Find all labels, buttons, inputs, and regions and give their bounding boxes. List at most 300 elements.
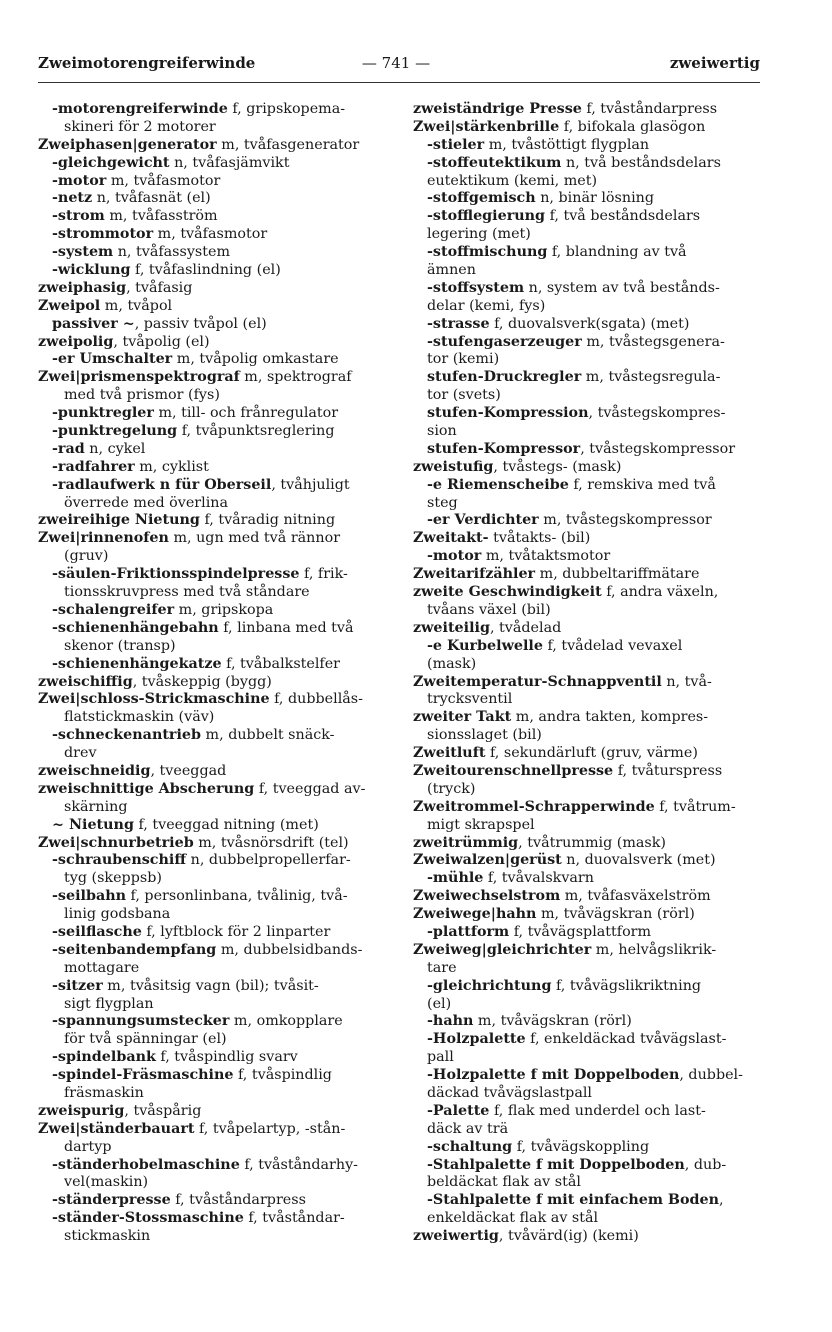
entry-line — [38, 495, 398, 513]
entry-definition: m, tvåfasmotor — [153, 226, 268, 243]
entry-line — [38, 280, 398, 298]
entry-line — [38, 1192, 398, 1210]
entry-definition: f, flak med underdel och last- — [489, 1102, 706, 1119]
entry-definition: överrede med överlina — [64, 494, 229, 511]
entry-definition: m, tvåvägskran (rörl) — [536, 906, 695, 923]
entry-definition: f, gripskopema- — [227, 101, 346, 117]
entry-term: Zweitarifzähler — [413, 566, 536, 583]
entry-line — [38, 674, 398, 692]
entry-line — [38, 208, 398, 226]
entry-term: Zwei|rinnenofen — [38, 530, 169, 547]
entry-definition: m, tvåstegskompressor — [538, 512, 712, 529]
entry-definition: m, omkopplare — [229, 1013, 343, 1030]
entry-line — [38, 173, 398, 191]
entry-definition: sion — [427, 423, 457, 440]
entry-definition: mottagare — [64, 959, 140, 976]
entry-definition: , tvådelad — [489, 619, 562, 636]
entry-term: zweischneidig — [38, 762, 151, 779]
entry-definition: m, gripskopa — [174, 601, 274, 618]
entry-line — [413, 441, 773, 459]
entry-term: Zweiphasen|generator — [38, 136, 217, 153]
entry-line — [413, 405, 773, 423]
entry-definition: f, frik- — [299, 566, 348, 583]
entry-line — [413, 495, 773, 513]
entry-line — [38, 1121, 398, 1139]
entry-term: Zwei|schnurbetrieb — [38, 834, 194, 851]
entry-term: -gleichrichtung — [427, 977, 552, 994]
entry-term: -ständerhobelmaschine — [52, 1156, 240, 1173]
entry-line — [413, 316, 773, 334]
entry-definition: f, enkeldäckad tvåvägslast- — [525, 1031, 727, 1048]
entry-line — [413, 674, 773, 692]
entry-line — [38, 584, 398, 602]
entry-line — [413, 244, 773, 262]
entry-definition: m, tvåtaktsmotor — [481, 548, 611, 565]
entry-line — [413, 978, 773, 996]
entry-line — [413, 620, 773, 638]
entry-definition: (gruv) — [64, 548, 109, 565]
entry-term: -wicklung — [52, 262, 131, 279]
entry-term: -hahn — [427, 1013, 474, 1030]
entry-definition: m, dubbeltariffmätare — [535, 566, 700, 583]
entry-definition: drev — [64, 745, 97, 762]
entry-term: -seitenbandempfang — [52, 941, 217, 958]
entry-line — [38, 316, 398, 334]
entry-term: zweiphasig — [38, 279, 127, 296]
entry-definition: tor (kemi) — [427, 351, 500, 368]
entry-term: zweitrümmig — [413, 834, 519, 851]
entry-definition: f, tvådelad vevaxel — [542, 637, 683, 654]
entry-definition: m, tvåvägskran (rörl) — [473, 1013, 632, 1030]
entry-term: Zweitourenschnellpresse — [413, 762, 614, 779]
entry-definition: f, tvåvägslikriktning — [551, 977, 702, 994]
entry-line — [38, 709, 398, 727]
entry-definition: n, tvåfasnät (el) — [92, 190, 211, 207]
entry-line — [38, 101, 398, 119]
entry-definition: f, linbana med två — [218, 619, 354, 636]
entry-line — [413, 727, 773, 745]
entry-definition: f, duovalsverk(sgata) (met) — [489, 315, 690, 332]
entry-definition: f, tvåvalskvarn — [483, 870, 594, 887]
entry-term: -sitzer — [52, 977, 103, 994]
entry-term: Zweiwege|hahn — [413, 906, 537, 923]
entry-definition: m, tvåsnörsdrift (tel) — [193, 834, 349, 851]
entry-line — [413, 566, 773, 584]
entry-line — [413, 1013, 773, 1031]
entry-line — [38, 906, 398, 924]
entry-term: -strasse — [427, 315, 490, 332]
page-header — [38, 54, 760, 76]
entry-definition: tor (svets) — [427, 387, 501, 404]
entry-definition: tvåans växel (bil) — [427, 601, 551, 618]
entry-line — [413, 155, 773, 173]
entry-definition: m, tvåpol — [100, 297, 173, 314]
entry-definition: f, bifokala glasögon — [559, 118, 706, 135]
entry-definition: f, tvåvägskoppling — [512, 1138, 650, 1155]
entry-line — [413, 387, 773, 405]
entry-term: -seilflasche — [52, 923, 142, 940]
entry-term: zweite Geschwindigkeit — [413, 584, 602, 601]
entry-term: -strom — [52, 208, 105, 225]
entry-definition: f, tveeggad nitning (met) — [133, 816, 319, 833]
entry-definition: beldäckat flak av stål — [427, 1174, 581, 1191]
entry-term: -spindel-Fräsmaschine — [52, 1067, 234, 1084]
entry-line — [413, 137, 773, 155]
entry-term: -Holzpalette — [427, 1031, 526, 1048]
entry-line — [413, 351, 773, 369]
entry-definition: f, tvåturspress — [613, 762, 723, 779]
entry-term: stufen-Kompression — [427, 405, 589, 422]
entry-definition: , passiv tvåpol (el) — [134, 315, 267, 332]
entry-term: -Stahlpalette f mit einfachem Boden — [427, 1192, 720, 1209]
entry-definition: steg — [427, 494, 458, 511]
entry-term: stufen-Kompressor — [427, 440, 581, 457]
entry-line — [413, 888, 773, 906]
entry-line — [413, 1157, 773, 1175]
entry-term: -netz — [52, 190, 93, 207]
entry-line — [38, 835, 398, 853]
entry-line — [413, 745, 773, 763]
entry-line — [413, 101, 773, 119]
entry-definition: n, dubbelpropellerfar- — [186, 852, 351, 869]
entry-definition: stickmaskin — [64, 1228, 151, 1245]
entry-term: -motor — [427, 548, 482, 565]
entry-line — [413, 924, 773, 942]
entry-definition: m, spektrograf — [239, 369, 352, 386]
entry-line — [38, 1157, 398, 1175]
entry-line — [413, 1228, 773, 1246]
entry-definition: m, tvåfasmotor — [106, 172, 221, 189]
entry-line — [413, 584, 773, 602]
entry-term: -spindelbank — [52, 1049, 156, 1066]
entry-definition: f, lyftblock för 2 linparter — [141, 923, 331, 940]
entry-line — [38, 1174, 398, 1192]
entry-term: -stoffgemisch — [427, 190, 536, 207]
entry-definition: n, två- — [661, 673, 712, 690]
entry-term: Zweitluft — [413, 745, 486, 762]
entry-definition: f, tvåradig nitning — [199, 512, 336, 529]
entry-line — [413, 763, 773, 781]
entry-definition: enkeldäckat flak av stål — [427, 1210, 599, 1227]
entry-definition: skineri för 2 motorer — [64, 118, 216, 135]
entry-line — [38, 817, 398, 835]
entry-line — [38, 334, 398, 352]
entry-term: -seilbahn — [52, 888, 126, 905]
entry-definition: m, dubbelt snäck- — [201, 727, 335, 744]
entry-line — [413, 1031, 773, 1049]
entry-line — [38, 1049, 398, 1067]
entry-line — [38, 888, 398, 906]
entry-definition: sigt flygplan — [64, 995, 154, 1012]
entry-line — [38, 262, 398, 280]
entry-term: -plattform — [427, 923, 510, 940]
entry-definition: , dubbel- — [679, 1067, 743, 1084]
entry-definition: , tvåspårig — [124, 1102, 202, 1119]
entry-line — [38, 1067, 398, 1085]
entry-line — [38, 351, 398, 369]
entry-line — [413, 280, 773, 298]
entry-line — [413, 190, 773, 208]
entry-term: -stufengaserzeuger — [427, 333, 582, 350]
entry-definition: tvåtakts- (bil) — [488, 530, 591, 547]
entry-line — [413, 656, 773, 674]
entry-term: -schaltung — [427, 1138, 513, 1155]
entry-definition: f, tvåpunktsreglering — [177, 423, 335, 440]
entry-definition: f, tvåvägsplattform — [509, 923, 652, 940]
entry-term: -gleichgewicht — [52, 154, 170, 171]
entry-term: -motorengreiferwinde — [52, 101, 228, 117]
entry-term: Zwei|schloss-Strickmaschine — [38, 691, 270, 708]
entry-line — [413, 423, 773, 441]
entry-line — [38, 137, 398, 155]
entry-term: zweiter Takt — [413, 709, 512, 726]
entry-definition: pall — [427, 1049, 454, 1066]
entry-line — [413, 1121, 773, 1139]
entry-term: Zweiwechselstrom — [413, 888, 561, 905]
entry-definition: migt skrapspel — [427, 816, 535, 833]
entry-line — [38, 119, 398, 137]
entry-term: -Stahlpalette f mit Doppelboden — [427, 1156, 685, 1173]
entry-line — [413, 369, 773, 387]
entry-line — [38, 530, 398, 548]
entry-term: zweischnittige Abscherung — [38, 780, 255, 797]
entry-line — [38, 638, 398, 656]
entry-definition: f, tvåspindlig svarv — [155, 1049, 298, 1066]
entry-definition: n, tvåfasjämvikt — [169, 154, 290, 171]
entry-line — [413, 298, 773, 316]
entry-line — [38, 960, 398, 978]
entry-line — [38, 1103, 398, 1121]
entry-definition: f, två beståndsdelars — [545, 208, 701, 225]
entry-definition: vel(maskin) — [64, 1174, 149, 1191]
entry-term: ~ Nietung — [52, 816, 134, 833]
entry-term: Zwei|prismenspektrograf — [38, 369, 240, 386]
entry-line — [38, 1139, 398, 1157]
entry-term: zweiteilig — [413, 619, 490, 636]
entry-line — [413, 1085, 773, 1103]
entry-definition: f, tvåspindlig — [233, 1067, 332, 1084]
entry-definition: m, tvåstegsregula- — [581, 369, 721, 386]
entry-term: -schneckenantrieb — [52, 727, 201, 744]
entry-line — [413, 459, 773, 477]
entry-definition: , — [719, 1192, 724, 1209]
entry-term: -er Verdichter — [427, 512, 539, 529]
entry-definition: n, tvåfassystem — [113, 244, 231, 261]
entry-line — [38, 799, 398, 817]
entry-line — [38, 512, 398, 530]
entry-definition: f, tvåståndarhy- — [239, 1156, 358, 1173]
entry-definition: , tvåskeppig (bygg) — [132, 673, 272, 690]
entry-line — [413, 226, 773, 244]
entry-definition: , tvåtrummig (mask) — [518, 834, 667, 851]
entry-line — [413, 906, 773, 924]
entry-term: -Holzpalette f mit Doppelboden — [427, 1067, 680, 1084]
entry-definition: f, tvåfaslindning (el) — [130, 262, 281, 279]
entry-definition: n, duovalsverk (met) — [561, 852, 716, 869]
entry-line — [413, 173, 773, 191]
entry-line — [38, 405, 398, 423]
entry-term: -e Kurbelwelle — [427, 637, 543, 654]
entry-definition: , tvåpolig (el) — [113, 333, 210, 350]
entry-term: zweispurig — [38, 1102, 125, 1119]
entry-line — [413, 530, 773, 548]
entry-line — [38, 369, 398, 387]
entry-definition: f, tvåtrum- — [654, 798, 736, 815]
entry-term: -stieler — [427, 136, 485, 153]
entry-line — [38, 298, 398, 316]
entry-term: -stofflegierung — [427, 208, 546, 225]
entry-line — [413, 1192, 773, 1210]
entry-line — [38, 691, 398, 709]
entry-definition: m, tvåstöttigt flygplan — [484, 136, 650, 153]
entry-term: -radlaufwerk n für Oberseil — [52, 476, 272, 493]
entry-definition: m, till- och frånregulator — [153, 405, 339, 422]
entry-definition: f, blandning av två — [547, 244, 687, 261]
entry-term: zweistufig — [413, 458, 494, 475]
entry-definition: tare — [427, 959, 457, 976]
entry-term: Zweitrommel-Schrapperwinde — [413, 798, 655, 815]
entry-definition: n, cykel — [84, 440, 146, 457]
entry-definition: eutektikum (kemi, met) — [427, 172, 598, 189]
entry-line — [38, 387, 398, 405]
page-number: — 741 — — [361, 54, 431, 72]
entry-definition: för två spänningar (el) — [64, 1031, 227, 1048]
entry-definition: legering (met) — [427, 226, 531, 243]
entry-term: -e Riemenscheibe — [427, 476, 569, 493]
entry-line — [38, 226, 398, 244]
entry-definition: f, remskiva med två — [568, 476, 716, 493]
entry-term: Zweitemperatur-Schnappventil — [413, 673, 662, 690]
entry-line — [38, 745, 398, 763]
entry-line — [38, 548, 398, 566]
entry-definition: f, tveeggad av- — [254, 780, 366, 797]
entry-line — [413, 638, 773, 656]
entry-term: -säulen-Friktionsspindelpresse — [52, 566, 300, 583]
entry-definition: m, tvåfasström — [104, 208, 218, 225]
entry-term: -schraubenschiff — [52, 852, 187, 869]
entry-line — [413, 334, 773, 352]
entry-line — [38, 1228, 398, 1246]
entry-definition: (mask) — [427, 655, 477, 672]
entry-definition: med två prismor (fys) — [64, 387, 220, 404]
header-rule — [38, 82, 760, 83]
entry-line — [38, 441, 398, 459]
entry-line — [413, 709, 773, 727]
entry-definition: tyg (skeppsb) — [64, 870, 162, 887]
entry-term: Zwei|ständerbauart — [38, 1120, 195, 1137]
entry-definition: m, ugn med två rännor — [168, 530, 341, 547]
entry-line — [38, 423, 398, 441]
entry-term: Zweiweg|gleichrichter — [413, 941, 592, 958]
entry-definition: m, tvåsitsig vagn (bil); tvåsit- — [102, 977, 319, 994]
entry-definition: dartyp — [64, 1138, 112, 1155]
entry-line — [38, 996, 398, 1014]
entry-definition: linig godsbana — [64, 906, 171, 923]
entry-line — [38, 781, 398, 799]
entry-term: -mühle — [427, 870, 484, 887]
entry-term: Zweiwalzen|gerüst — [413, 852, 562, 869]
entry-term: -ständer-Stossmaschine — [52, 1210, 244, 1227]
entry-term: passiver ~ — [52, 315, 135, 332]
entry-line — [38, 459, 398, 477]
entry-term: -schienenhängebahn — [52, 619, 219, 636]
entry-definition: , tvåvärd(ig) (kemi) — [498, 1228, 639, 1245]
entry-line — [38, 656, 398, 674]
entry-term: Zweitakt- — [413, 530, 489, 547]
left-guide-word: Zweimotorengreiferwinde — [38, 54, 256, 72]
entry-term: stufen-Druckregler — [427, 369, 582, 386]
entry-definition: sionsslaget (bil) — [427, 727, 542, 744]
entry-definition: n, binär lösning — [535, 190, 655, 207]
entry-line — [413, 548, 773, 566]
entry-term: -schalengreifer — [52, 601, 175, 618]
entry-line — [38, 852, 398, 870]
entry-definition: skenor (transp) — [64, 637, 176, 654]
entry-definition: f, personlinbana, tvålinig, två- — [126, 888, 348, 905]
entry-line — [413, 835, 773, 853]
entry-definition: m, tvåfasgenerator — [216, 136, 360, 153]
entry-definition: (el) — [427, 995, 452, 1012]
entry-definition: skärning — [64, 798, 128, 815]
entry-definition: , dub- — [684, 1156, 727, 1173]
entry-line — [38, 870, 398, 888]
entry-term: -stoffsystem — [427, 279, 525, 296]
entry-term: zweischiffig — [38, 673, 133, 690]
entry-line — [38, 1031, 398, 1049]
entry-definition: f, tvåbalkstelfer — [221, 655, 341, 672]
entry-term: -stoffeutektikum — [427, 154, 562, 171]
entry-line — [413, 602, 773, 620]
entry-line — [413, 799, 773, 817]
entry-definition: ämnen — [427, 262, 476, 279]
entry-line — [413, 1067, 773, 1085]
entry-line — [413, 942, 773, 960]
entry-line — [38, 1210, 398, 1228]
entry-term: -rad — [52, 440, 85, 457]
right-guide-word: zweiwertig — [669, 54, 760, 72]
entry-definition: f, sekundärluft (gruv, värme) — [485, 745, 698, 762]
entry-line — [38, 763, 398, 781]
entry-definition: , tvåstegskompressor — [580, 440, 736, 457]
entry-term: -er Umschalter — [52, 351, 173, 368]
entry-term: -spannungsumstecker — [52, 1013, 230, 1030]
entry-line — [413, 119, 773, 137]
entry-line — [413, 1174, 773, 1192]
entry-term: zweiständrige Presse — [413, 101, 582, 117]
entry-term: -punktregelung — [52, 423, 178, 440]
entry-term: -radfahrer — [52, 458, 135, 475]
entry-definition: , tvåstegskompres- — [588, 405, 726, 422]
entry-definition: (tryck) — [427, 780, 476, 797]
right-column — [413, 101, 773, 1246]
entry-term: -Palette — [427, 1102, 490, 1119]
entry-term: -motor — [52, 172, 107, 189]
entry-line — [413, 870, 773, 888]
entry-term: zweipolig — [38, 333, 114, 350]
entry-definition: trycksventil — [427, 691, 513, 708]
entry-line — [38, 978, 398, 996]
entry-definition: fräsmaskin — [64, 1084, 144, 1101]
entry-definition: m, tvåstegsgenera- — [581, 333, 725, 350]
left-column — [38, 101, 398, 1246]
entry-line — [38, 727, 398, 745]
entry-line — [413, 781, 773, 799]
entry-line — [413, 262, 773, 280]
entry-definition: tionsskruvpress med två ståndare — [64, 584, 310, 601]
entry-line — [413, 817, 773, 835]
entry-definition: f, andra växeln, — [601, 584, 719, 601]
entry-line — [413, 1139, 773, 1157]
